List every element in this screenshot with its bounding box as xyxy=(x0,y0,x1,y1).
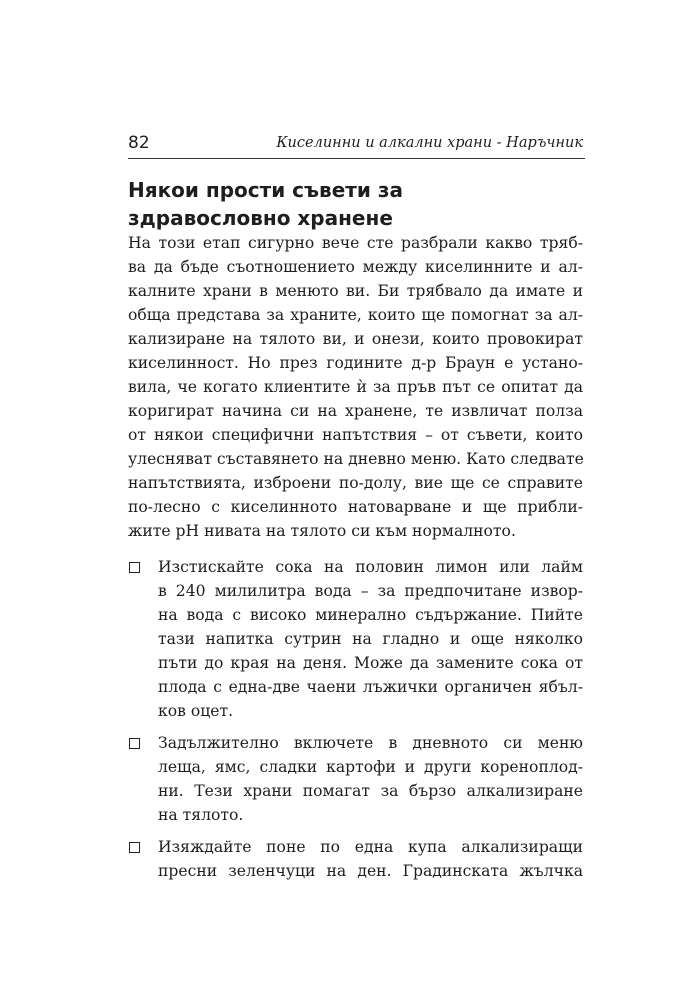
tip-line: Изяждайте поне по една купа алкализиращи xyxy=(158,838,583,856)
page-number: 82 xyxy=(128,133,150,153)
tip-line: пъти до края на деня. Може да замените сока от xyxy=(158,654,583,672)
tip-line: Изстискайте сока на половин лимон или лайм xyxy=(158,558,583,576)
paragraph-line: от някои специфични напътствия – от съвети, които xyxy=(128,426,583,444)
paragraph-line: киселинност. Но през годините д-р Браун е устано- xyxy=(128,354,583,372)
tip-line: плода с една-две чаени лъжички органичен ябъл- xyxy=(158,678,583,696)
paragraph-line: кализиране на тялото ви, и онези, които провокират xyxy=(128,330,583,348)
tip-line: ков оцет. xyxy=(158,702,234,720)
section-title: Някои прости съвети за здравословно хранене xyxy=(128,178,403,230)
checkbox-bullet-icon xyxy=(129,842,140,853)
paragraph-line: вила, че когато клиентите ѝ за пръв път се опитат да xyxy=(128,378,583,396)
paragraph-line: На този етап сигурно вече сте разбрали какво тряб- xyxy=(128,234,583,252)
tip-line: пресни зеленчуци на ден. Градинската жълчка xyxy=(158,862,583,880)
checkbox-bullet-icon xyxy=(129,562,140,573)
paragraph-line: обща представа за храните, които ще помогнат за ал- xyxy=(128,306,583,324)
tip-line: ни. Тези храни помагат за бързо алкализиране xyxy=(158,782,583,800)
tip-line: на вода с високо минерално съдържание. Пийте xyxy=(158,606,583,624)
tip-line: Задължително включете в дневното си меню xyxy=(158,734,583,752)
tip-line: тази напитка сутрин на гладно и още няколко xyxy=(158,630,583,648)
paragraph-line: коригират начина си на хранене, те извличат полза xyxy=(128,402,583,420)
paragraph-line: калните храни в менюто ви. Би трябвало да имате и xyxy=(128,282,583,300)
tip-line: на тялото. xyxy=(158,806,244,824)
checkbox-bullet-icon xyxy=(129,738,140,749)
paragraph-line: жите pH нивата на тялото си към нормалното. xyxy=(128,522,516,540)
running-head xyxy=(128,130,583,156)
tip-line: леща, ямс, сладки картофи и други кореноплод- xyxy=(158,758,583,776)
paragraph-line: ва да бъде съотношението между киселинните и ал- xyxy=(128,258,583,276)
tip-line: в 240 милилитра вода – за предпочитане извор- xyxy=(158,582,583,600)
paragraph-line: напътствията, изброени по-долу, вие ще се справите xyxy=(128,474,583,492)
paragraph-line: улесняват съставянето на дневно меню. Като следвате xyxy=(128,450,584,468)
running-title: Киселинни и алкални храни - Наръчник xyxy=(276,135,583,151)
paragraph-line: по-лесно с киселинното натоварване и ще прибли- xyxy=(128,498,583,516)
header-rule xyxy=(128,158,585,159)
